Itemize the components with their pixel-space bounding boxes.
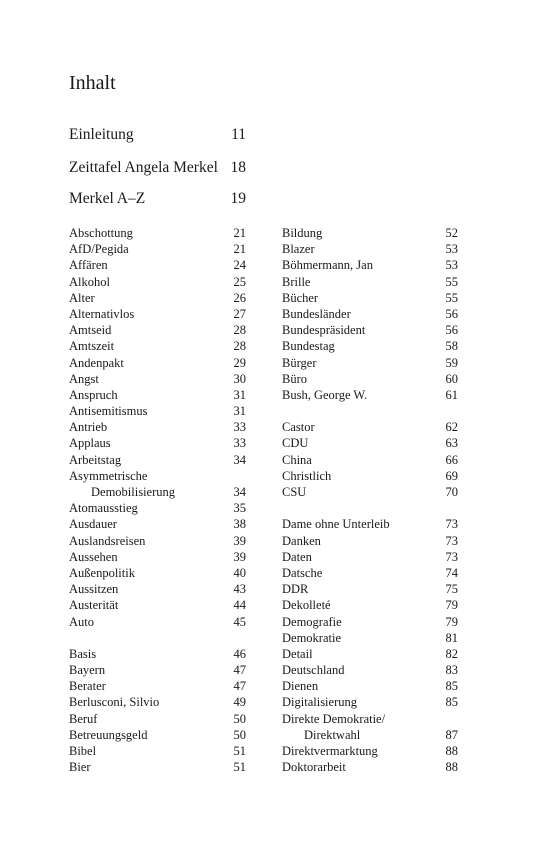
toc-entry [69,549,246,565]
toc-entry-page: 69 [445,468,458,483]
toc-entry [282,290,458,306]
toc-entry-page: 70 [445,485,458,499]
toc-entry-label: Amtszeit [69,339,115,354]
toc-entry-label: Auslandsreisen [69,533,146,548]
toc-entry-page: 33 [233,436,246,451]
toc-entry [69,678,246,694]
toc-entry-label: Bush, George W. [282,387,368,402]
toc-entry-label: Arbeitstag [69,452,122,467]
toc-entry [282,435,458,451]
toc-entry-label: Demografie [282,614,342,629]
toc-entry-label: Dekolleté [282,598,331,613]
toc-entry [282,338,458,354]
toc-entry-page: 74 [445,565,458,580]
toc-entry [282,355,458,371]
toc-entry [282,727,458,743]
toc-entry-label: Castor [282,420,315,435]
toc-entry-label: Bayern [69,663,106,678]
toc-entry [282,597,458,613]
toc-entry-page: 38 [233,517,246,532]
toc-entry [282,484,458,500]
toc-entry [282,662,458,678]
toc-entry [69,711,246,727]
toc-main-entry [69,159,246,177]
toc-entry [69,743,246,759]
toc-entry-page: 29 [233,355,246,370]
toc-entry [282,711,458,727]
toc-entry-page: 26 [233,290,246,305]
toc-entry-page: 73 [445,549,458,564]
toc-entry [282,694,458,710]
toc-entry-label: Berlusconi, Silvio [69,695,160,710]
toc-entry-label: China [282,452,312,467]
toc-entry-page: 52 [445,226,458,240]
toc-entry [69,387,246,403]
toc-entry-label: Bundestag [282,339,335,354]
toc-entry [282,257,458,273]
toc-entry [69,468,246,484]
toc-entry-label: Bildung [282,226,323,240]
toc-entry-label: Demokratie [282,630,342,645]
toc-entry-label: Christlich [282,468,332,483]
toc-entry-label: Böhmermann, Jan [282,258,373,273]
toc-entry-label: Alternativlos [69,306,135,321]
toc-entry-label: Angst [69,371,99,386]
toc-entry-page: 83 [445,663,458,678]
toc-entry-page: 66 [445,452,458,467]
toc-entry-page: 88 [445,744,458,758]
toc-entry [282,306,458,322]
section-gap [282,403,458,419]
toc-entry [69,403,246,419]
toc-entry [282,533,458,549]
toc-entry [69,257,246,273]
toc-entry [69,662,246,678]
toc-entry [282,646,458,662]
toc-entry [69,306,246,322]
toc-entry [69,274,246,290]
toc-entry [69,241,246,257]
toc-entry [69,533,246,549]
toc-entry-label: Außenpolitik [69,565,135,580]
toc-entry-page: 82 [445,646,458,661]
toc-entry-page: 53 [445,242,458,257]
toc-entry [282,419,458,435]
toc-entry-label: Direktvermarktung [282,744,378,758]
toc-entry [282,241,458,257]
toc-entry-label: Direkte Demokratie/ [282,711,386,726]
toc-entry-label: Alkohol [69,274,110,289]
toc-entry-page: 30 [233,371,246,386]
toc-entry [69,290,246,306]
toc-entry [69,484,246,500]
toc-entry-label: Dienen [282,679,319,694]
toc-entry-page: 25 [233,274,246,289]
toc-entry-page: 33 [233,420,246,435]
toc-entry-label: Bundesländer [282,306,351,321]
toc-entry-page: 46 [233,646,246,661]
toc-entry-page: 81 [445,630,458,645]
toc-entry-page: 73 [445,533,458,548]
toc-entry-page: 28 [233,339,246,354]
toc-entry-label: Einleitung [69,126,134,143]
toc-entry-page: 21 [233,226,246,240]
toc-entry-page: 60 [445,371,458,386]
toc-entry-page: 31 [233,404,246,419]
toc-entry [282,468,458,484]
toc-entry-label: Büro [282,371,307,386]
toc-entry [282,371,458,387]
toc-entry-label: Deutschland [282,663,345,678]
toc-entry [69,759,246,775]
toc-entry-label: Dame ohne Unterleib [282,517,390,532]
toc-entry-label: Abschottung [69,226,133,240]
toc-entry-label: Atomausstieg [69,501,138,516]
toc-entry-page: 34 [233,452,246,467]
toc-entry-page: 39 [233,549,246,564]
toc-entry-page: 47 [233,679,246,694]
toc-entry-page: 88 [445,760,458,775]
toc-entry-page: 62 [445,420,458,435]
toc-main-entry [69,190,246,208]
toc-entry-page: 18 [230,159,246,176]
toc-entry [69,355,246,371]
toc-entry-label: Antrieb [69,420,108,435]
toc-entry [69,597,246,613]
toc-entry [69,338,246,354]
toc-entry-page: 51 [233,744,246,758]
toc-entry-page: 61 [445,387,458,402]
toc-entry-page: 47 [233,663,246,678]
toc-entry-page: 87 [445,727,458,742]
toc-entry [282,225,458,241]
toc-entry-page: 53 [445,258,458,273]
toc-entry [69,565,246,581]
toc-entry-page: 44 [233,598,246,613]
toc-main-entry [69,126,246,144]
toc-entry-label: DDR [282,582,309,597]
toc-entry-page: 73 [445,517,458,532]
toc-entry-label: Detail [282,646,313,661]
toc-entry-page: 79 [445,598,458,613]
toc-entry-label: Applaus [69,436,111,451]
toc-entry [69,516,246,532]
toc-entry-page: 45 [233,614,246,629]
toc-entry [69,452,246,468]
page-title: Inhalt [69,72,116,94]
toc-entry [69,225,246,241]
toc-entry [282,565,458,581]
toc-entry [69,694,246,710]
toc-entry [282,630,458,646]
toc-entry-label: Bücher [282,290,319,305]
toc-entry-page: 35 [233,501,246,516]
toc-entry-page: 51 [233,760,246,775]
toc-entry-page: 50 [233,711,246,726]
toc-entry [282,387,458,403]
toc-entry [282,322,458,338]
toc-entry-page: 79 [445,614,458,629]
toc-entry-page: 50 [233,727,246,742]
toc-entry-label: Affären [69,258,108,273]
toc-entry-page: 85 [445,695,458,710]
toc-entry-label: Danken [282,533,321,548]
toc-entry-label: Betreuungsgeld [69,727,148,742]
toc-entry [282,274,458,290]
toc-entry [69,371,246,387]
toc-entry-label: Aussitzen [69,582,119,597]
toc-entry-page: 56 [445,323,458,338]
toc-entry-label: Basis [69,646,97,661]
toc-entry-label: AfD/Pegida [69,242,129,257]
toc-entry-label: Amtseid [69,323,112,338]
toc-entry [282,452,458,468]
toc-entry-label: Digitalisierung [282,695,357,710]
toc-entry [69,581,246,597]
toc-entry [69,322,246,338]
toc-entry-label: Daten [282,549,312,564]
toc-entry-label: Beruf [69,711,98,726]
toc-entry-label: Brille [282,274,311,289]
toc-entry-label: Auto [69,614,94,629]
toc-entry-page: 34 [233,485,246,499]
toc-entry [282,516,458,532]
toc-entry-label: CDU [282,436,309,451]
toc-entry-label: Antisemitismus [69,404,148,419]
toc-entry-label: Merkel A–Z [69,190,146,207]
toc-entry [282,743,458,759]
toc-entry-page: 59 [445,355,458,370]
toc-entry-label: Direktwahl [304,727,361,742]
toc-entry-label: Berater [69,679,106,694]
toc-entry-page: 75 [445,582,458,597]
toc-entry-page: 19 [230,190,246,207]
toc-entry-label: Bier [69,760,91,775]
section-gap [282,500,458,516]
toc-entry-label: Andenpakt [69,355,124,370]
toc-entry [282,581,458,597]
toc-entry-label: Doktorarbeit [282,760,346,775]
toc-entry-label: Bibel [69,744,97,758]
toc-entry-label: Zeittafel Angela Merkel [69,159,218,176]
toc-entry-label: Ausdauer [69,517,117,532]
toc-entry-page: 24 [233,258,246,273]
toc-entry [69,614,246,630]
toc-entry-page: 21 [233,242,246,257]
toc-right-column [282,225,458,775]
toc-entry-label: Alter [69,290,95,305]
toc-entry-page: 39 [233,533,246,548]
toc-entry [282,549,458,565]
toc-left-column [69,225,246,775]
toc-entry-label: Austerität [69,598,119,613]
toc-entry-label: Datsche [282,565,323,580]
toc-entry-label: Bundespräsident [282,323,366,338]
toc-entry-page: 28 [233,323,246,338]
toc-entry-page: 55 [445,274,458,289]
toc-entry-label: Demobilisierung [91,485,176,499]
toc-entry-label: Anspruch [69,387,118,402]
toc-entry [282,678,458,694]
toc-entry [282,759,458,775]
toc-entry-label: Blazer [282,242,315,257]
toc-entry-page: 55 [445,290,458,305]
toc-entry [69,500,246,516]
toc-entry-page: 27 [233,306,246,321]
toc-entry-label: Aussehen [69,549,118,564]
toc-entry [282,614,458,630]
toc-entry-page: 40 [233,565,246,580]
toc-entry [69,646,246,662]
toc-entry-label: Bürger [282,355,317,370]
toc-entry-label: CSU [282,485,307,499]
toc-entry-page: 49 [233,695,246,710]
toc-entry [69,419,246,435]
section-gap [69,630,246,646]
toc-entry-page: 85 [445,679,458,694]
toc-entry-page: 31 [233,387,246,402]
toc-entry-label: Asymmetrische [69,468,148,483]
toc-entry [69,435,246,451]
toc-entry-page: 56 [445,306,458,321]
toc-entry [69,727,246,743]
toc-entry-page: 43 [233,582,246,597]
toc-entry-page: 63 [445,436,458,451]
toc-entry-page: 58 [445,339,458,354]
toc-entry-page: 11 [231,126,246,143]
